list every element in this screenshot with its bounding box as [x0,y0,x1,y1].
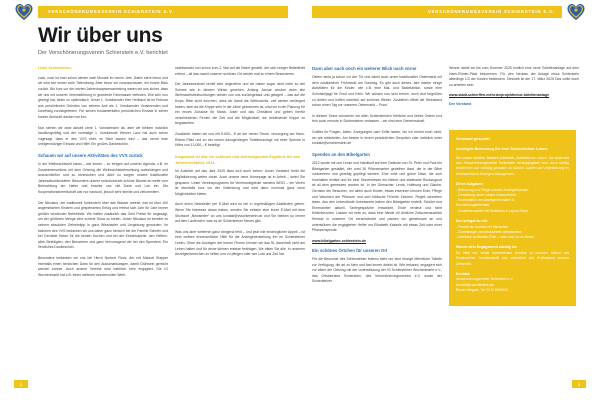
section-heading: Spenden an den Bibelgarten [312,151,371,157]
toilettenanlage-link[interactable]: www.stadt-schierffen-mehr.de/projekt/neue-toilettenanlage [449,93,550,98]
section-heading: Ein schönes Örtchen für unseren Ort [312,247,388,253]
list-item: - Zusammenarbeit mit Redaktion & Layout-Team [456,208,528,213]
section-heading: Dann aber auch noch ein weiterer Blick nach vorne [312,66,417,71]
tasks-title: Deine Aufgaben: [456,182,484,187]
heart-logo-icon [566,2,586,21]
contact-email[interactable]: kontakt@vvschierstein.de [456,282,495,287]
paragraph: Gottfes ihr Fragen, Ideen, Anregungen oder Kritik haben, bin ich ernest euch nicht, wo wie mitzuteilen. Am besten in einem persönlichen Gespräch oder natürlich unter kontakt@vvschierstein.de [312,129,442,146]
page-number-right: 3 [572,380,586,388]
signature: Der Vorstand [449,102,472,107]
list-item: - Interesse an Medien-Print – oder Lust, es zu lernen [456,235,535,240]
paragraph: In diesem Sinne wünschen wir allen Schiersteinern fröhliche und liebes Ostern und froh auch rennste in Schiersteiner verlassen – wir sind eine Gemeinschaft. [312,113,442,124]
list-item: - Koordination von Anzeigenformaten & [456,198,515,203]
highlight-note: Insgesamt ist das ein schönes und befriedigendes Ergebnis für den Jahresrückblick 2024. [175,153,301,165]
requirements-title: Das bringst du mit: [456,219,488,223]
text-column-4 [449,66,579,106]
paragraph: Ostern steht ja schon vor der Tür und damit auch unser traditioneller Ostermarkt mit dem zusätzlichen Frühmarkt am Sonntag. Es gibt auch dieses Jahr wieder einige Aktivitäten für die Kinder, wie z.B. eine Mal- und Bastelaktion, sowie eine Schnitzeljagd für Groß und Klein. Wir würden uns sehr freuen, euch dort begrüßen zu dürfen und hoffen natürlich auf schönes Wetter. Zusätzlich öffnet die Weinstand schon einen Tag vor unserem Ostermarkt – Prost. [312,75,442,108]
page-number-left: 2 [14,380,28,388]
page-title: Wir über uns [38,24,163,47]
text-column-2 [175,66,305,263]
list-item: - Betreuung und Pflege unserer Anzeigenkunden [456,187,529,192]
list-item: - Zuverlässige und strukturierte Arbeitsweise [456,229,522,234]
list-item: Erscheinungsterminen [456,203,490,208]
list-item: - Freude am Kontakt mit Menschen [456,224,509,229]
callout-heading: Vorstand gesucht! [456,136,490,141]
paragraph: In der Weihnachtszeit stand – wie immer – so einiges auf unserer Agenda, z.B. im Zusammenschluss mit dem Ortsring die Weihnachtsbeleuchtung aufzuhängen und anzuschließen und zu schmücken und dicht zu sorgen unsere traditionelle Jahresabschlussfeier. Besonders unsere schmückende schöne Bäume an weite vom Beleuchtung am Hafen und brachte uns viel Dank und Lob ein. Die Kooperationsbereitschaft war nur nassvoll, jedoch sehr familie und zielorientiert. [38,162,168,195]
why-title: Warum dein Engagement wichtig ist: [456,245,518,250]
paragraph: Was uns aber weiterhin ganz dringend fehlt – und jetzt wie eindringlicher Appell – ist eine weitere ehrenamtliche Hilfe für die Anzeigenerstellung frei im Schiersteiner Leben. Ohne die Anzeigen der treuen Firmen können wir das SL dauerhaft nicht am Leben halten und für deine kleinen ersetze beiträgen. Wir bitten Sie alle, in unserem Anzeigenbereichen zu helfen und zu pflegen oder wer Lust und Zeit hat. [175,229,305,257]
paragraph: Zusätzlich haben wir uns mit 5.000,– € an der neuen Strom- versorgung am Hans-Römer-Platz und an der neuen dazugehörigen Toilettenanlage mit einer Spende in Höhe von 13.000,– € beteiligt. [175,131,305,148]
contact-title: Kontakt: [456,271,471,276]
paragraph: Der Jahreswechsel verlief sehr angenehm und wir haben sogar nicht mehr so viel Schnee wie in diesem Winter gesehen. Anfang Januar wurden dann alle Weihnachtsbeleuchtungen wieder von uns zurückgebaut und gelagert – das auf die Knips: Bitte sicht eunchen, dass wir damit die Weihnachts- zeit wieder verlängert haben, aber da die Kirppe sehr in die Jahre gekommen ist, sind wir in der Planung für ein neues Zuhause für Maria, Josef und das Christkind und geben hierfür verschiedenen Firmen die Zeit und die Möglichkeit, die bestehende Krippe zu begutachten. [175,82,305,126]
paragraph: nachtsmarkt nun schon zum 2. Mal auf die Beine gestellt, der sich reziger Beliebtheit erfreut – all das macht unseren schönen Ort wieder mal zu einem Besonderen. [175,66,305,76]
page-subtitle: Der Verschönerungsverein Schierstein e.V. berichtet [38,50,168,56]
paragraph: Im Ausblick auf das Jahr 2025 lässt sich auch sehen: Unser Vorstand treibt die Digitalisierung weiter voran. Auch unsere neue Homepage ist in Arbeit – seien Sie gespannt. Unser Vereinsprogramm für Vereinsmitglieder namens WiSO – ein Verein ist ebenfalls kurz vor der Vollendung und wird dann nochmal ganz neue Möglichkeiten bieten. [175,169,305,196]
paragraph: Besonders bedanken wir uns bei Herrn Norbert Fleck, der mit Manuel Klapper ebenfalls einen herzlichen Dank für den Ausschankwagen, damit Glühwein gereicht werden konnte. Auch andere Vereine sind natürlich sehr engagiert. Die IG Wochenmarkt hat z.B. einen weiteren wundervollen Weih- [38,256,168,277]
header-band-left-text: VERSCHÖNERUNGSVEREIN SCHIERSTEIN E.V. [48,9,175,14]
why-text: Du hilfst mit, lokale Unternehmen sichtbar zu machen, stärkst das Schiersteiner Gemeinschaft und unterstützt das Fortbestand unserer Zeitschrift. [456,250,569,266]
paragraph: 2012 wurde mit uns Lenzo und Hardtkult auf dem Gelände von St. Peter und Paul ein Bibelgarten gestaltet, der rund 30 Pflanzenarten gedeihen lässt, die in der Bibel vorkommen und gezeitig gepflegt werden. Eine volle und grüne Oase, die zum Innehalten einlädt und für eine Sinnerwiesen ein kleiner und stadtnahe Rückzugsort ist all dem gemessen worden ist. In der Gemacher, Lenta, Hoffnung und Glaube, Gerrisen der Besucher, vor allem auch Kinder, etwas erkennen können Erde, Pflege und Wachsen der Pflanzen und sich biblische Früchte Zeichen. Regelt schrieben lesen. Aus den Unbestände Unbekannte haben den Bibelgarten erstellt, Schüler und Ehrenamtler aktuell, Tantegespräche entwickelt, Ende verdeut und fahrt fühlenbezüren. Lassen wir rede zu, dass eine hände vill ähnliche Zwischenausblick Kleinod in unserem Ort verschwindet und packen wir gemeinsam an und unterstützen die engagierten Helfer um Elisabeth Kassels mit etwas Zeit oder einer Pflanzenspende. [312,160,442,233]
paragraph: Der Nikolaus, der traditionell Schierstein über das Wasser anreist, war ist über 100 angemeldeten Kindern und gespendeten Erfolg und erfreut sich Jahr für Jahr immer größter werdender Beliebtheit. Wir hatten zusätzlich das Geld Preise für angesagt, um der größeren Menge eine schöne Show zu bieten. Unser Nikolaus ist bereitet zu seinem absoluten Geheimtipp in ganz Wiesbaden und Umgebung geworden. Im Nahmen des VVS bedanken wir uns daher ganz herzlich bei der Familie Schirfer und bei Gerriabe Huber für die beiden Kuchen und bei der Kinderkapelle, den Helfern, allen Beteiligten, den Besuchern und ganz hervorragend der bei den Spendern. Ein herzliches Dankeschön. [38,200,168,250]
callout-subheading: Anzeigen-Betreuung für eine Schiersteiner Leben [456,145,548,151]
text-column-1 [38,66,168,283]
paragraph: zuck, zuck ist man schon wieder zwei Monate im neuen Jahr. Daten steht bevor und wir sind wie immer volle Tätendrang. Aber bevor wir vorausschauen, ein kurzer Blick zurück. Bis kurz vor der letzten Jahreshauptversammlung waren wir uns sicher, dass wir uns mit unserer Vereinsführung in gewohnte Fahrwasser befinden. Wie sich nun gezeigt hat, leider zu optimistisch. Unser 1. Vorsitzender Herr Hellbach ist im Februar aus persönlichen Gründen von seinem Amt als 1. Vorsitzender Vorsitzenden und kurzfristig zurückgetreten. Für seinen fundamentalen persönlichen Einsatz in seiner kurzen Amtszeit danken wir ihm. [38,75,168,119]
paragraph: Winzer damit wir bis zum Sommer 2025 endlich eine neue Toilettenanlage auf dem Hans-Römer-Platz bekommen. Für den Neubau der Anlage muss Schierstein allerdings 1/3 der Kosten beisteuern. Deshalb ist der 17. März 2025 Das zollte doch zu arbeiten sein: [449,66,579,87]
list-item: - Gewinnung neuer lokaler Unternehmen [456,192,517,197]
text-column-3 [312,66,442,290]
callout-intro: Wir unsere beliebte Stadtteil-Zeitschrift „Schiersteiner Leben“, die kostenlos vom Verschönerungsverein Schierstein herausgegeben wird, auch künftig erscheinen und vielfältig gestalten zu können, suchen wir Unterstützung im ehrenamtlichen Anzeigen-Management. [456,155,569,176]
page-header [0,6,600,18]
list-item: Verschönerungsverein Schierstein e.V. [456,277,514,282]
salutation: Liebe Schiersteiner, [38,66,72,70]
header-band-right-text: VERSCHÖNERUNGSVEREIN SCHIERSTEIN E.V. [428,9,555,14]
bibelgarten-link[interactable]: www.bibelgarten-schierstein.de [312,238,366,243]
paragraph: Für die Besucher des Schiersteiner Hafens steht nur eine einzige öffentliche Toilette zur Verfügung, die art zu klein und fast immer defekt ist. Wie bekannt, engagiert sich vor allem der Ortsring mit der Unterstützung der IG Schiersteiner Wochenmarkt e.V., das Ortsbeirates Schierstein, des Verschönerungsvereins e.V. sowie der Schiersteiner [312,256,442,284]
contact-list [456,277,569,293]
heart-logo-icon [14,2,34,21]
callout-box-vorstand-gesucht [449,130,576,306]
paragraph: Auch einen Newsletter per E-Mail wird es bei in regelmäßigen Abständen geben. Wenn Sie Interesse daran haben, senden Sie einfach eine kurze E-Mail mit dem Stichwort „Newsletter“ an uns kontakt@vvschierstein.de und Sie bleiben so immer auf dem Laufenden, was es an Schiersteiner Neues gibt. [175,202,305,224]
list-item: Rainer Wegzifz, Tel. 0172 9992624 [456,287,508,292]
requirements-list [456,225,569,241]
paragraph: Nun stehen wir zwar aktuell ohne 1. Vorsitzenden da, aber wir bleiben natürlich handlungsfähig und der vormalige 1. Vorsitzende Werner Laux hat auch schon zugesagt, dass er den VVS nicht im Stich lassen wird – das nennt man uneigennütziger Einsatz und Hilfe! Ein großes Dankeschön. [38,125,168,147]
tasks-list [456,188,569,214]
section-heading: Schauen wir auf unsere Aktivitäten des VVS zurück [38,152,143,158]
